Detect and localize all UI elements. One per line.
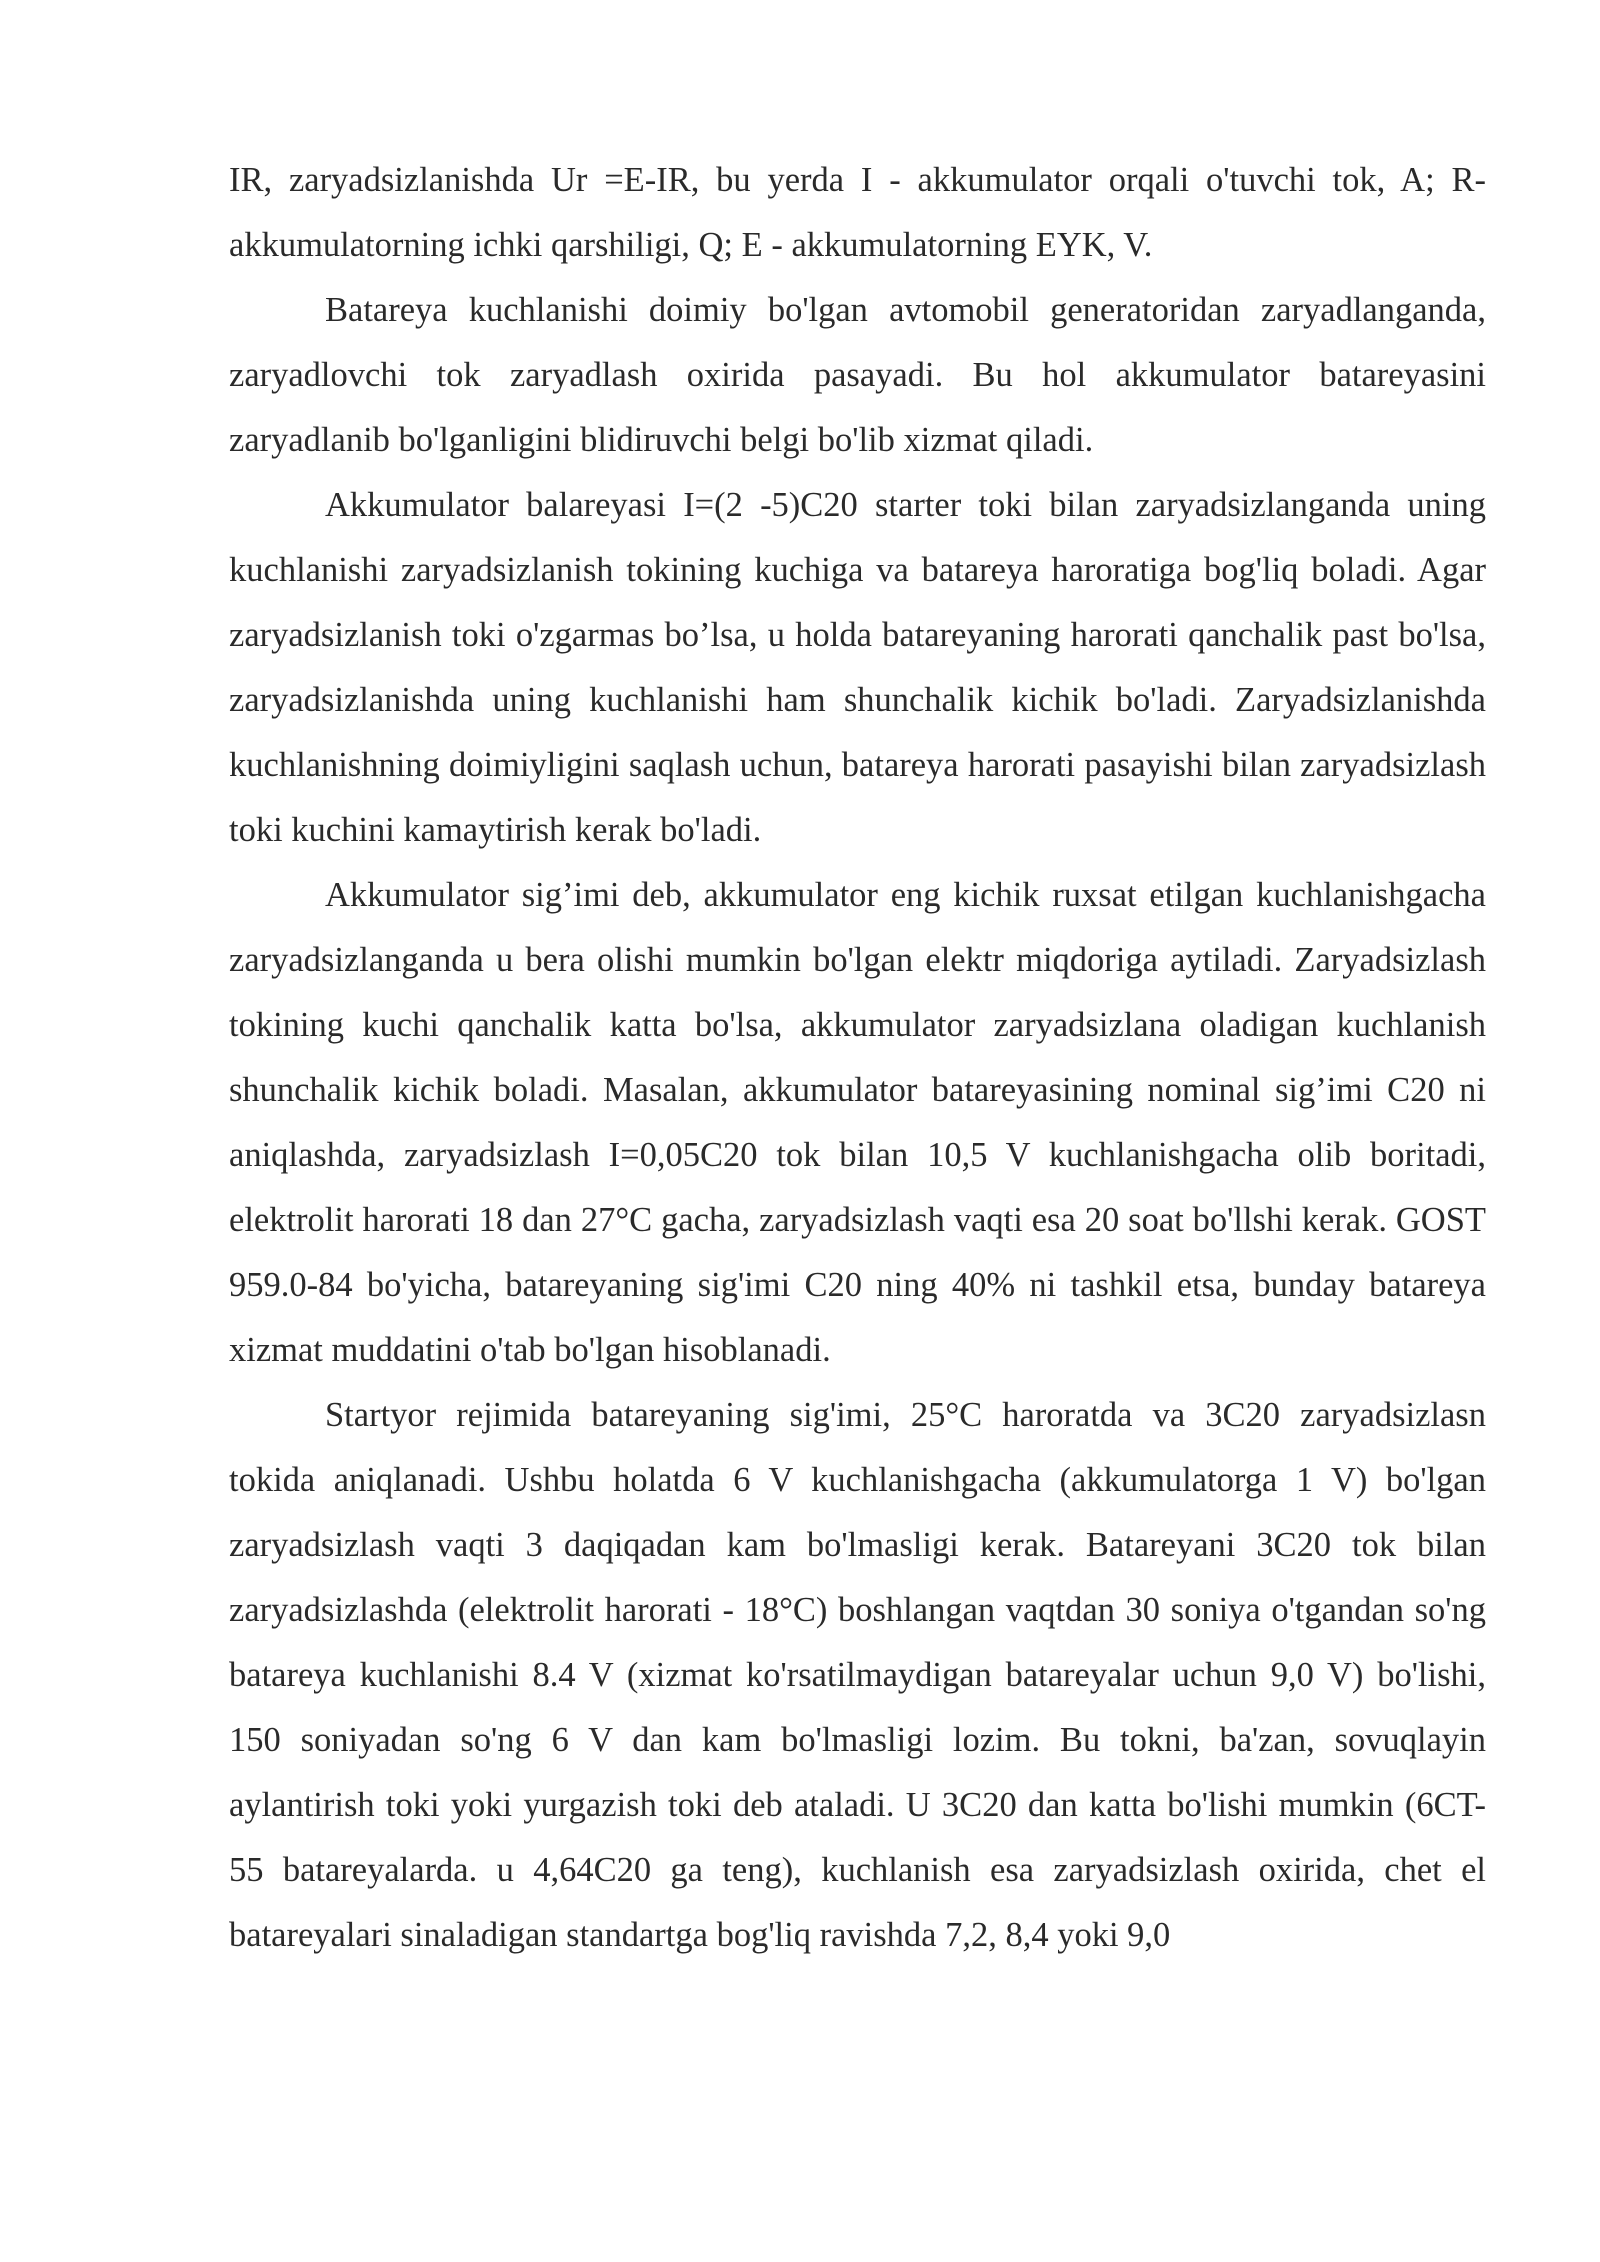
paragraph-3: Akkumulator balareyasi I=(2 -5)C20 starter toki bilan zaryadsizlanganda uning kuchlanishi zaryadsizlanish tokining kuchiga va batareya haroratiga bog'liq boladi. Agar zaryadsizlanish toki o'zgarmas bo’lsa, u holda batareyaning harorati qanchalik past bo'lsa, zaryadsizlanishda uning kuchlanishi ham shunchalik kichik bo'ladi. Zaryadsizlanishda kuchlanishning doimiyligini saqlash uchun, batareya harorati pasayishi bilan zaryadsizlash toki kuchini kamaytirish kerak bo'ladi. xyxy=(229,486,1486,849)
paragraph-5: Startyor rejimida batareyaning sig'imi, 25°C haroratda va 3C20 zaryadsizlasn tokida aniqlanadi. Ushbu holatda 6 V kuchlanishgacha (akkumulatorga 1 V) bo'lgan zaryadsizlash vaqti 3 daqiqadan kam bo'lmasligi kerak. Batareyani 3C20 tok bilan zaryadsizlashda (elektrolit harorati - 18°C) boshlangan vaqtdan 30 soniya o'tgandan so'ng batareya kuchlanishi 8.4 V (xizmat ko'rsatilmaydigan batareyalar uchun 9,0 V) bo'lishi, 150 soniyadan so'ng 6 V dan kam bo'lmasligi lozim. Bu tokni, ba'zan, sovuqlayin aylantirish toki yoki yurgazish toki deb ataladi. U 3C20 dan katta bo'lishi mumkin (6CT-55 batareyalarda. u 4,64C20 ga teng), kuchlanish esa zaryadsizlash oxirida, chet el batareyalari sinaladigan standartga bog'liq ravishda 7,2, 8,4 yoki 9,0 xyxy=(229,1396,1486,1954)
document-body xyxy=(229,148,1486,1968)
paragraph-1: IR, zaryadsizlanishda Ur =E-IR, bu yerda I - akkumulator orqali o'tuvchi tok, A; R-akkumulatorning ichki qarshiligi, Q; E - akkumulatorning EYK, V. xyxy=(229,161,1486,264)
paragraph-4: Akkumulator sig’imi deb, akkumulator eng kichik ruxsat etilgan kuchlanishgacha zaryadsizlanganda u bera olishi mumkin bo'lgan elektr miqdoriga aytiladi. Zaryadsizlash tokining kuchi qanchalik katta bo'lsa, akkumulator zaryadsizlana oladigan kuchlanish shunchalik kichik boladi. Masalan, akkumulator batareyasining nominal sig’imi C20 ni aniqlashda, zaryadsizlash I=0,05C20 tok bilan 10,5 V kuchlanishgacha olib boritadi, elektrolit harorati 18 dan 27°C gacha, zaryadsizlash vaqti esa 20 soat bo'llshi kerak. GOST 959.0-84 bo'yicha, batareyaning sig'imi C20 ning 40% ni tashkil etsa, bunday batareya xizmat muddatini o'tab bo'lgan hisoblanadi. xyxy=(229,876,1486,1369)
paragraph-2: Batareya kuchlanishi doimiy bo'lgan avtomobil generatoridan zaryadlanganda, zaryadlovchi tok zaryadlash oxirida pasayadi. Bu hol akkumulator batareyasini zaryadlanib bo'lganligini blidiruvchi belgi bo'lib xizmat qiladi. xyxy=(229,291,1486,459)
